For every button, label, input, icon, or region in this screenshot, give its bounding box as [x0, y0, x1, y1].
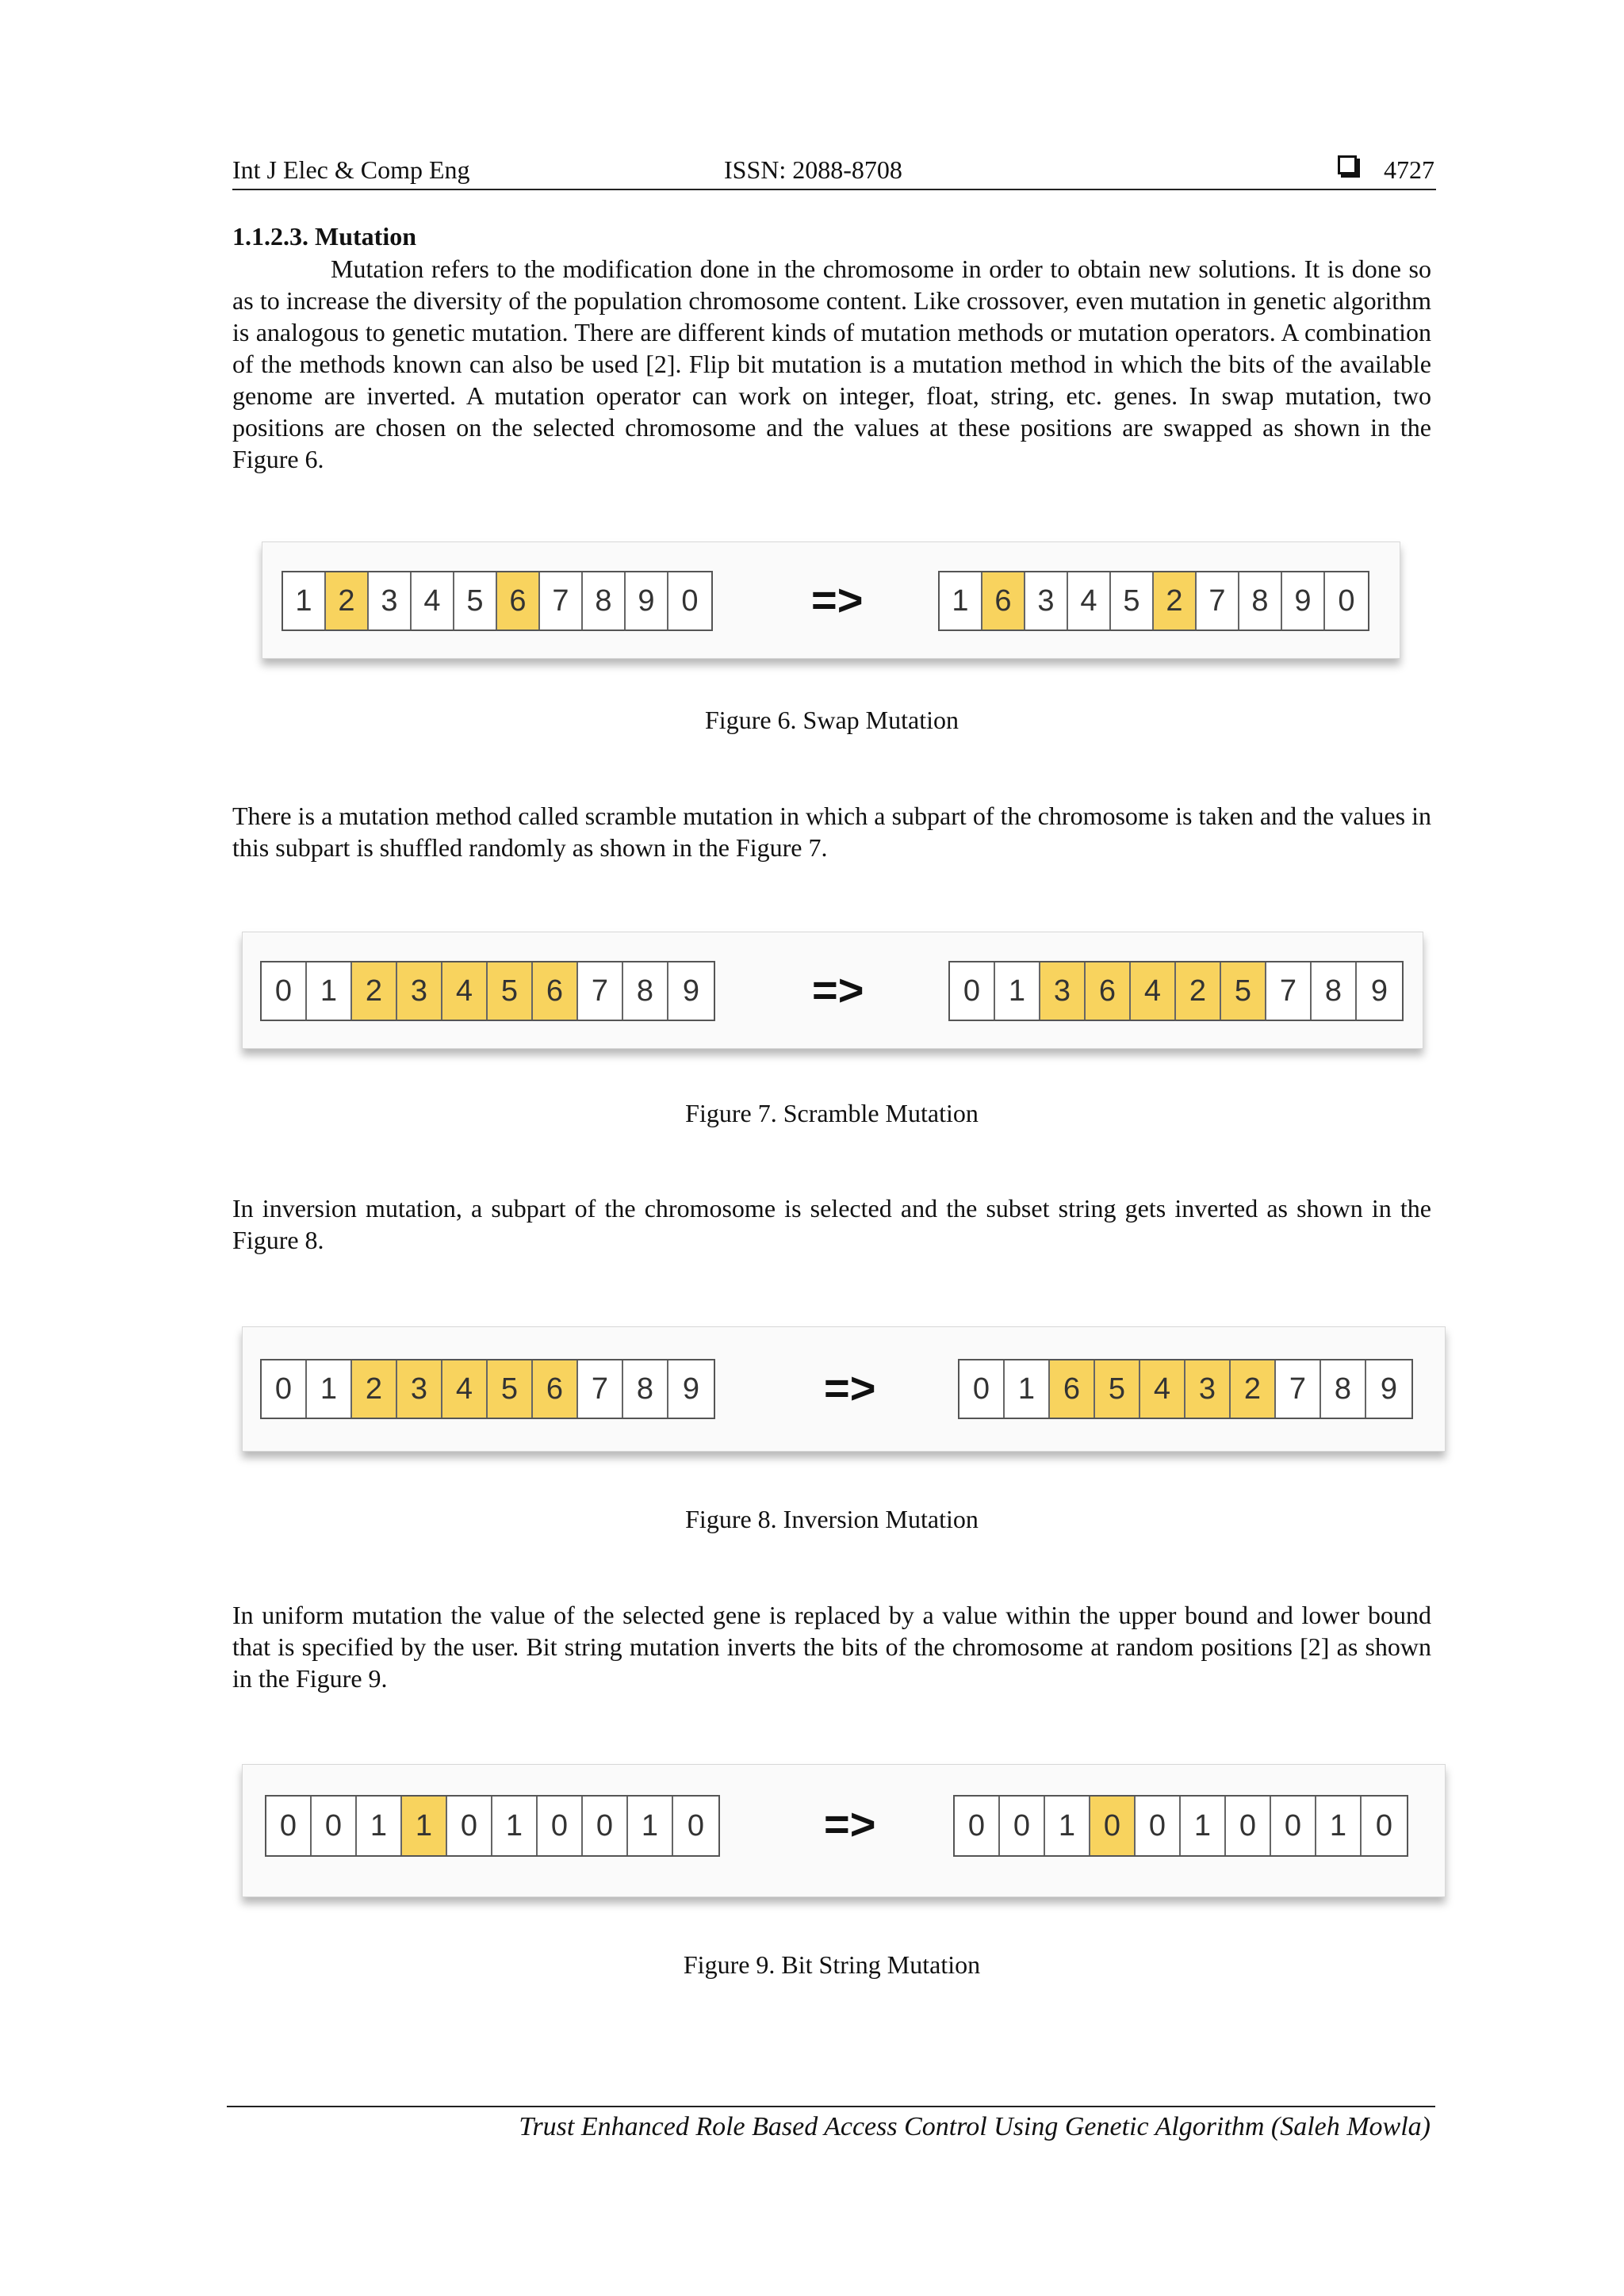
- gene-cell-highlighted: 4: [442, 962, 488, 1020]
- gene-cell: 1: [307, 1360, 352, 1418]
- gene-cell: 8: [583, 572, 626, 629]
- gene-cell: 3: [369, 572, 412, 629]
- gene-cell-highlighted: 5: [1221, 962, 1266, 1020]
- gene-cell: 0: [1136, 1797, 1181, 1855]
- gene-cell: 1: [1005, 1360, 1050, 1418]
- journal-name: Int J Elec & Comp Eng: [232, 155, 470, 184]
- figure-8-caption: Figure 8. Inversion Mutation: [685, 1505, 979, 1533]
- gene-cell: 0: [1226, 1797, 1271, 1855]
- gene-cell: 9: [682, 974, 700, 1008]
- gene-cell: 0: [312, 1797, 357, 1855]
- figure-9-caption: Figure 9. Bit String Mutation: [683, 1950, 981, 1979]
- gene-cell: 0: [955, 1797, 1000, 1855]
- gene-cell: 9: [626, 572, 668, 629]
- gene-cell: 1: [283, 572, 326, 629]
- gene-cell-highlighted: 2: [326, 572, 369, 629]
- gene-cell: 8: [1312, 962, 1357, 1020]
- gene-cell-highlighted: 6: [1086, 962, 1131, 1020]
- gene-cell: 0: [266, 1797, 312, 1855]
- gene-cell-highlighted: 1: [402, 1797, 447, 1855]
- gene-cell: 9: [1370, 974, 1388, 1008]
- paragraph-inversion: In inversion mutation, a subpart of the chromosome is selected and the subset string gets inverted as shown in the Figure 8.: [232, 1194, 1431, 1254]
- gene-cell: 0: [1338, 584, 1355, 618]
- gene-cell: 8: [623, 1360, 668, 1418]
- figure-9: [242, 1764, 1446, 1897]
- gene-cell-highlighted: 3: [397, 1360, 442, 1418]
- gene-cell-highlighted: 2: [1231, 1360, 1276, 1418]
- chromosome-before: [260, 1359, 715, 1419]
- gene-cell-highlighted: 0: [1090, 1797, 1136, 1855]
- chromosome-before: [260, 961, 715, 1021]
- chromosome-after: [938, 571, 1369, 631]
- gene-cell-highlighted: 5: [1095, 1360, 1140, 1418]
- gene-cell: 0: [1271, 1797, 1316, 1855]
- gene-cell-highlighted: 3: [1040, 962, 1086, 1020]
- paragraph-intro: Mutation refers to the modification done in the chromosome in order to obtain new solutions. It is done so as to increase the diversity of the population chromosome content. Like crossover, even mutation in genetic algorithm is analogous to genetic mutation. There are different kinds of mutation methods or mutation operators. A combination of the methods known can also be used [2]. Flip bit mutation is a mutation method in which the bits of the available genome are inverted. A mutation operator can work on integer, float, string, etc. genes. In swap mutation, two positions are chosen on the selected chromosome and the values at these positions are swapped as shown in the Figure 6.: [232, 254, 1431, 473]
- gene-cell: 1: [1045, 1797, 1090, 1855]
- gene-cell: 0: [687, 1808, 705, 1843]
- figure-7-caption: Figure 7. Scramble Mutation: [685, 1099, 979, 1127]
- gene-cell: 8: [1239, 572, 1282, 629]
- gene-cell: 8: [1321, 1360, 1366, 1418]
- gene-cell: 5: [1111, 572, 1154, 629]
- gene-cell: 1: [307, 962, 352, 1020]
- gene-cell: 3: [1025, 572, 1068, 629]
- gene-cell-highlighted: 2: [1154, 572, 1197, 629]
- gene-cell: 7: [578, 1360, 623, 1418]
- gene-cell: 7: [578, 962, 623, 1020]
- gene-cell-highlighted: 6: [982, 572, 1025, 629]
- gene-cell: 9: [1282, 572, 1325, 629]
- page-number: 4727: [1384, 155, 1434, 184]
- arrow-symbol: =>: [824, 1799, 876, 1849]
- page-footer: Trust Enhanced Role Based Access Control Using Genetic Algorithm (Saleh Mowla): [519, 2112, 1431, 2141]
- gene-cell-highlighted: 3: [397, 962, 442, 1020]
- gene-cell: 0: [1375, 1808, 1393, 1843]
- gene-cell: 7: [1276, 1360, 1321, 1418]
- square-bullet-icon: [1338, 155, 1357, 174]
- gene-cell: 0: [538, 1797, 583, 1855]
- arrow-symbol: =>: [811, 575, 864, 625]
- gene-cell: 1: [1181, 1797, 1226, 1855]
- gene-cell-highlighted: 6: [533, 962, 578, 1020]
- chromosome-before: [265, 1795, 720, 1857]
- gene-cell: 9: [1380, 1372, 1398, 1406]
- chromosome-before: [282, 571, 713, 631]
- gene-cell-highlighted: 5: [488, 962, 533, 1020]
- arrow-symbol: =>: [824, 1363, 876, 1413]
- footer-rule: [227, 2106, 1435, 2107]
- chromosome-after: [958, 1359, 1413, 1419]
- gene-cell-highlighted: 4: [1140, 1360, 1185, 1418]
- gene-cell-highlighted: 2: [352, 1360, 397, 1418]
- gene-cell-highlighted: 6: [497, 572, 540, 629]
- gene-cell: 7: [540, 572, 583, 629]
- gene-cell: 1: [940, 572, 982, 629]
- gene-cell: 8: [623, 962, 668, 1020]
- gene-cell: 1: [1316, 1797, 1362, 1855]
- gene-cell-highlighted: 2: [1176, 962, 1221, 1020]
- gene-cell: 4: [1068, 572, 1111, 629]
- gene-cell-highlighted: 3: [1185, 1360, 1231, 1418]
- section-heading: 1.1.2.3. Mutation: [232, 222, 416, 251]
- gene-cell: 0: [950, 962, 995, 1020]
- gene-cell: 1: [357, 1797, 402, 1855]
- figure-6-caption: Figure 6. Swap Mutation: [705, 706, 959, 734]
- gene-cell: 7: [1266, 962, 1312, 1020]
- gene-cell: 0: [681, 584, 699, 618]
- gene-cell-highlighted: 4: [442, 1360, 488, 1418]
- gene-cell-highlighted: 5: [488, 1360, 533, 1418]
- issn: ISSN: 2088-8708: [724, 155, 902, 184]
- gene-cell-highlighted: 4: [1131, 962, 1176, 1020]
- page-header: [232, 154, 1436, 190]
- gene-cell: 5: [454, 572, 497, 629]
- gene-cell: 0: [262, 1360, 307, 1418]
- figure-8: [242, 1326, 1446, 1452]
- gene-cell: 0: [959, 1360, 1005, 1418]
- gene-cell: 7: [1197, 572, 1239, 629]
- gene-cell-highlighted: 6: [533, 1360, 578, 1418]
- chromosome-after: [953, 1795, 1408, 1857]
- figure-7: [242, 932, 1423, 1049]
- gene-cell: 1: [492, 1797, 538, 1855]
- gene-cell: 1: [628, 1797, 673, 1855]
- gene-cell: 0: [447, 1797, 492, 1855]
- figure-6: [262, 541, 1400, 659]
- gene-cell-highlighted: 2: [352, 962, 397, 1020]
- arrow-symbol: =>: [812, 965, 864, 1015]
- gene-cell: 0: [1000, 1797, 1045, 1855]
- gene-cell-highlighted: 6: [1050, 1360, 1095, 1418]
- paragraph-scramble: There is a mutation method called scramble mutation in which a subpart of the chromosome is taken and the values in this subpart is shuffled randomly as shown in the Figure 7.: [232, 802, 1431, 862]
- gene-cell: 0: [583, 1797, 628, 1855]
- gene-cell: 4: [412, 572, 454, 629]
- chromosome-after: [948, 961, 1404, 1021]
- gene-cell: 0: [262, 962, 307, 1020]
- gene-cell: 1: [995, 962, 1040, 1020]
- paragraph-bit-string: In uniform mutation the value of the selected gene is replaced by a value within the upper bound and lower bound that is specified by the user. Bit string mutation inverts the bits of the chromosome at random positions [2] as shown in the Figure 9.: [232, 1601, 1431, 1693]
- gene-cell: 9: [682, 1372, 700, 1406]
